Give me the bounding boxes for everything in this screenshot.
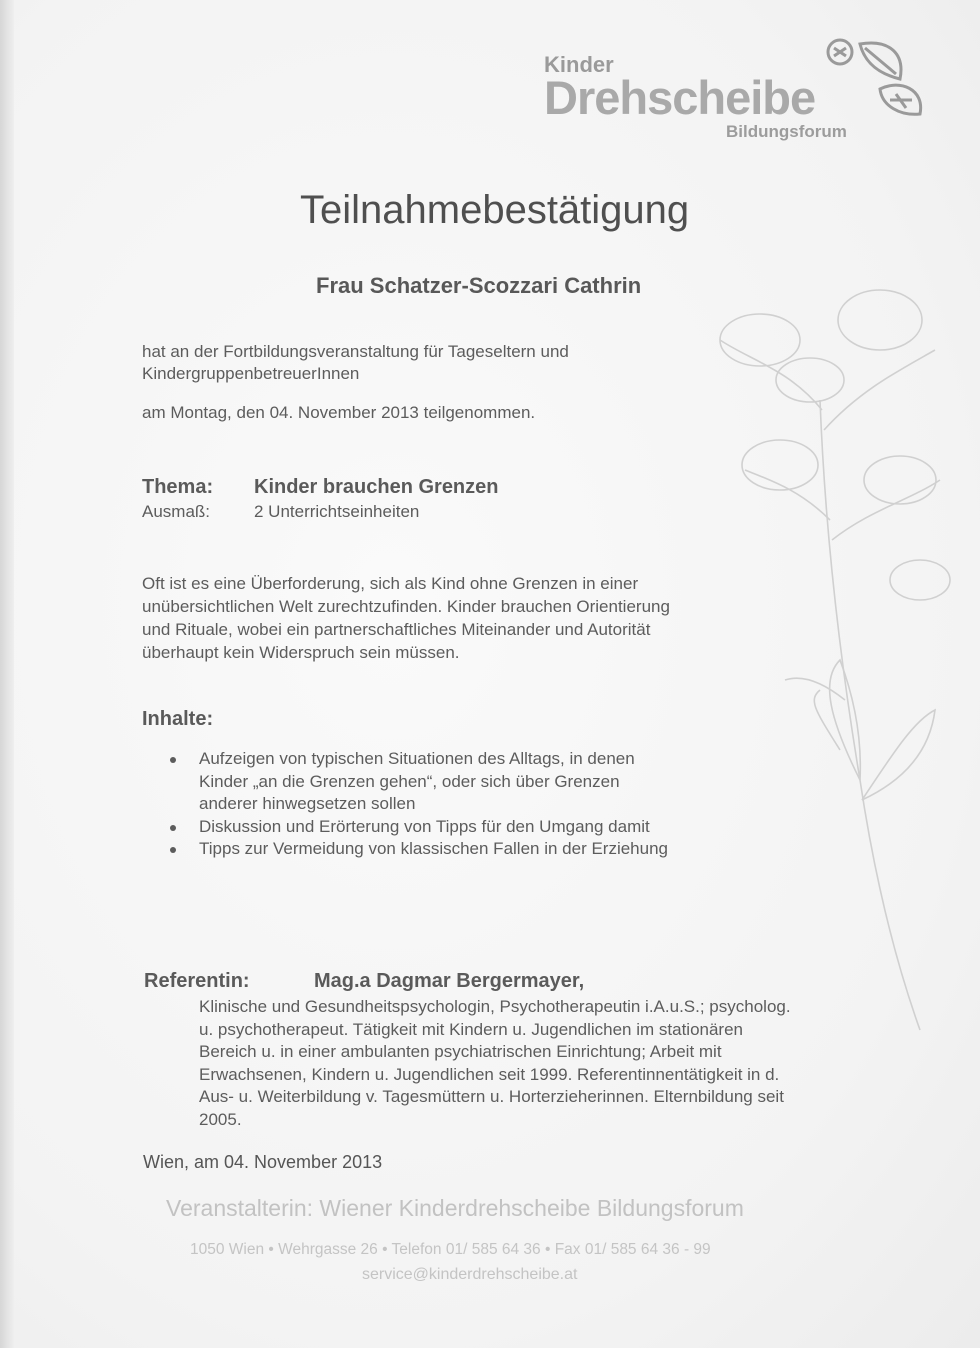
thema-value: Kinder brauchen Grenzen	[254, 476, 499, 498]
list-item	[168, 748, 668, 816]
list-item	[168, 838, 668, 861]
flower-illustration-icon	[690, 280, 960, 1040]
referentin-name: Mag.a Dagmar Bergermayer,	[314, 970, 585, 992]
description-line: überhaupt kein Widerspruch sein müssen.	[142, 643, 460, 662]
referentin-description	[199, 996, 899, 1132]
referentin-description-line: u. psychotherapeut. Tätigkeit mit Kindern u. Jugendlichen im stationären	[199, 1019, 743, 1039]
document-title: Teilnahmebestätigung	[300, 188, 690, 232]
inhalte-label: Inhalte:	[142, 708, 214, 730]
bullet-icon	[170, 757, 176, 763]
page-edge-shadow	[0, 0, 14, 1348]
list-item-line: anderer hinwegsetzen sollen	[199, 794, 416, 813]
bullet-icon	[170, 825, 176, 831]
inhalte-list	[168, 748, 668, 861]
referentin-description-line: Bereich u. in einer ambulanten psychiatrischen Einrichtung; Arbeit mit	[199, 1042, 722, 1062]
thema-label: Thema:	[142, 476, 214, 498]
description-line: unübersichtlichen Welt zurechtzufinden. Kinder brauchen Orientierung	[142, 597, 670, 616]
list-item-line: Kinder „an die Grenzen gehen“, oder sich über Grenzen	[199, 771, 620, 791]
list-item	[168, 816, 668, 839]
list-item-line: Diskussion und Erörterung von Tipps für den Umgang damit	[199, 816, 650, 836]
referentin-label: Referentin:	[144, 970, 250, 992]
referentin-description-line: Erwachsenen, Kindern u. Jugendlichen seit 1999. Referentinnentätigkeit in d.	[199, 1064, 780, 1084]
list-item-line: Aufzeigen von typischen Situationen des Alltags, in denen	[199, 749, 635, 768]
description-line: Oft ist es eine Überforderung, sich als Kind ohne Grenzen in einer	[142, 574, 639, 593]
referentin-description-line: Aus- u. Weiterbildung v. Tagesmüttern u. Horterzieherinnen. Elternbildung seit	[199, 1087, 784, 1107]
logo-kinder-text: Kinder	[544, 52, 614, 77]
bullet-icon	[170, 847, 176, 853]
organizer-footer: Veranstalterin: Wiener Kinderdrehscheibe Bildungsforum	[166, 1195, 744, 1221]
intro-line-2: KindergruppenbetreuerInnen	[142, 364, 360, 383]
kinderdrehscheibe-leaf-logo-icon	[820, 34, 930, 124]
list-item-line: Tipps zur Vermeidung von klassischen Fallen in der Erziehung	[199, 839, 669, 858]
logo-drehscheibe-text: Drehscheibe	[544, 71, 816, 124]
ausmass-value: 2 Unterrichtseinheiten	[254, 502, 420, 521]
ausmass-label: Ausmaß:	[142, 502, 211, 521]
intro-line-3: am Montag, den 04. November 2013 teilgenommen.	[142, 403, 536, 422]
referentin-description-line: Klinische und Gesundheitspsychologin, Psychotherapeutin i.A.u.S.; psycholog.	[199, 997, 791, 1016]
email-footer: service@kinderdrehscheibe.at	[362, 1266, 578, 1283]
place-date: Wien, am 04. November 2013	[143, 1152, 383, 1172]
recipient-name: Frau Schatzer-Scozzari Cathrin	[316, 273, 642, 298]
referentin-description-line: 2005.	[199, 1109, 242, 1129]
description-line: und Rituale, wobei ein partnerschaftliches Miteinander und Autorität	[142, 620, 651, 639]
logo-bildungsforum-text: Bildungsforum	[726, 122, 847, 141]
intro-line-1: hat an der Fortbildungsveranstaltung für Tageseltern und	[142, 342, 569, 361]
address-footer: 1050 Wien • Wehrgasse 26 • Telefon 01/ 585 64 36 • Fax 01/ 585 64 36 - 99	[190, 1241, 711, 1258]
